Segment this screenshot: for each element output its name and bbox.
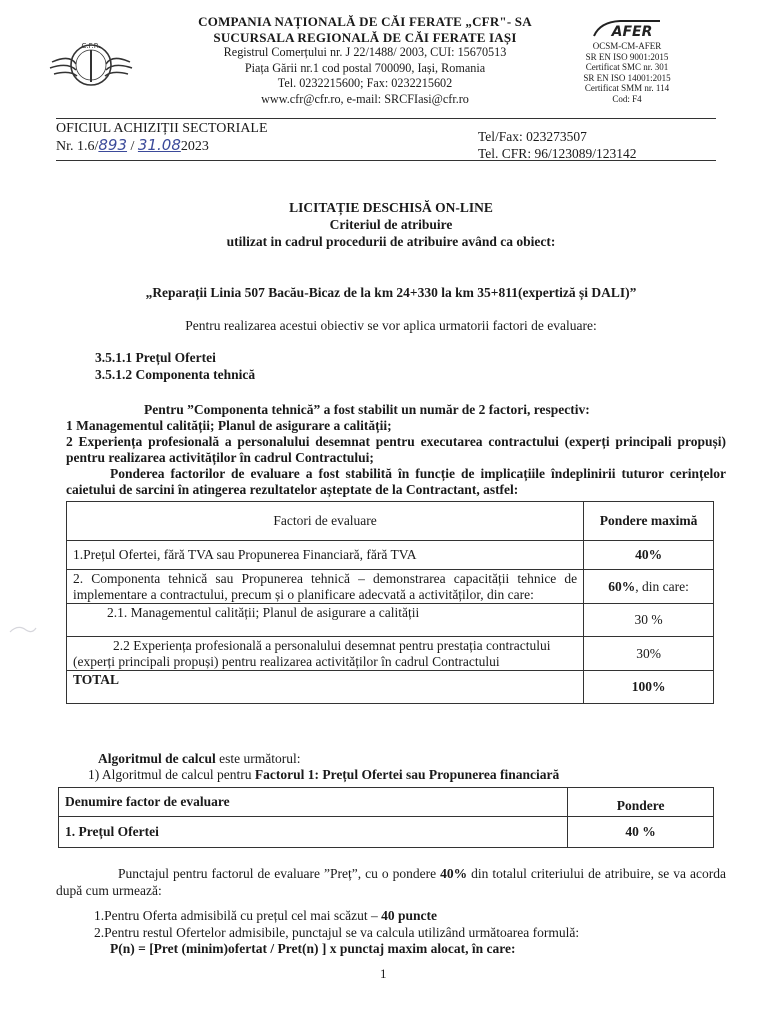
weight-cell: 30% [584, 637, 714, 671]
scoring-intro [56, 865, 726, 899]
handwritten-date: 31.08 [137, 136, 181, 154]
company-name: COMPANIA NAȚIONALĂ DE CĂI FERATE „CFR"- SA [198, 14, 532, 29]
scoring-weight: 40% [440, 866, 468, 881]
technical-factor-1: 1 Managementul calității; Planul de asigurare a calității; [66, 418, 392, 433]
algorithm-item-prefix: 1) Algoritmul de calcul pentru [88, 767, 255, 782]
registration-number [56, 137, 268, 155]
scoring-item-1 [94, 907, 579, 924]
column-header-weight: Pondere [568, 788, 714, 817]
table-row [67, 570, 714, 604]
weight-cell [584, 570, 714, 604]
scoring-text: Punctajul pentru factorul de evaluare ”Preț”, cu o pondere [118, 866, 441, 881]
algorithm-intro [98, 750, 300, 767]
page-number: 1 [380, 966, 387, 981]
table-row [59, 817, 714, 848]
technical-intro: Pentru ”Componenta tehnică” a fost stabilit un număr de 2 factori, respectiv: [144, 402, 590, 417]
column-header-factor-name: Denumire factor de evaluare [59, 788, 568, 817]
weights-paragraph: Ponderea factorilor de evaluare a fost stabilită în funcție de implicațiile îndeplinirii tuturor cerințelor caietului de sarcini în atingerea rezultatelor așteptate de la Contractant, astfel: [66, 466, 726, 497]
title-line: Criteriul de atribuire [329, 217, 453, 232]
afer-line: SR EN ISO 9001:2015 [585, 51, 669, 62]
criterion-item: 3.5.1.1 Prețul Ofertei [95, 350, 216, 365]
technical-component-paragraph [66, 402, 726, 498]
algorithm-intro-rest: este următorul: [215, 751, 301, 766]
header-divider [56, 118, 716, 119]
price-factor-table [58, 787, 714, 848]
office-block [56, 121, 268, 155]
column-header-max-weight: Pondere maximă [584, 502, 714, 541]
weight-cell: 30 % [584, 604, 714, 637]
factor-cell: 2. Componenta tehnică sau Propunerea tehnică – demonstrarea capacității tehnice de implementare a contractului, precum și o planificare adecvată a activităților, din care: [67, 570, 584, 604]
afer-line: Certificat SMC nr. 301 [585, 62, 669, 73]
afer-line: SR EN ISO 14001:2015 [583, 72, 671, 83]
weight-cell: 40% [584, 541, 714, 570]
telfax: Tel/Fax: 023273507 [478, 129, 587, 144]
tel-cfr: Tel. CFR: 96/123089/123142 [478, 146, 637, 161]
weight-rest: , din care: [635, 578, 689, 594]
office-divider [56, 160, 716, 161]
algorithm-item-bold: Factorul 1: Prețul Ofertei sau Propunerea financiară [254, 767, 560, 782]
handwritten-number: 893 [98, 136, 128, 154]
nr-separator: / [127, 139, 138, 154]
address-line: Piața Gării nr.1 cod postal 700090, Iași, Romania [244, 60, 486, 75]
phone-line: Tel. 0232215600; Fax: 0232215602 [277, 76, 453, 90]
scoring-item-2: 2.Pentru restul Ofertelor admisibile, punctajul se va calcula utilizând următoarea formulă: [94, 925, 580, 940]
table-row [67, 637, 714, 671]
cfr-logo [48, 36, 134, 94]
total-label: TOTAL [67, 671, 584, 704]
price-formula: P(n) = [Pret (minim)ofertat / Pret(n) ] x punctaj maxim alocat, în care: [110, 941, 516, 956]
scoring-paragraph [56, 865, 726, 899]
scoring-item-text: 1.Pentru Oferta admisibilă cu prețul cel mai scăzut – [94, 908, 382, 923]
evaluation-factors-table [66, 501, 714, 704]
factor-cell: 2.2 Experiența profesională a personalului desemnat pentru prestația contractului (experți principali propuși) pentru realizarea activităților în cadrul Contractului [67, 637, 584, 671]
afer-logo-text: AFER [611, 24, 653, 40]
total-value: 100% [584, 671, 714, 704]
weight-bold: 60% [608, 578, 636, 594]
office-name: OFICIUL ACHIZIȚII SECTORIALE [56, 121, 268, 136]
table-header-row [59, 788, 714, 817]
title-line: utilizat in cadrul procedurii de atribuire având ca obiect: [226, 234, 556, 249]
afer-line: Certificat SMM nr. 114 [584, 83, 670, 94]
algorithm-item [88, 767, 559, 783]
criteria-list [95, 349, 255, 383]
afer-certification [568, 18, 686, 105]
nr-prefix: Nr. 1.6/ [56, 139, 99, 154]
company-header [140, 14, 590, 107]
registry-line: Registrul Comerțului nr. J 22/1488/ 2003, CUI: 15670513 [223, 45, 507, 59]
contact-block [478, 128, 636, 162]
table-total-row [67, 671, 714, 704]
scoring-list [94, 907, 579, 941]
criterion-item: 3.5.1.2 Componenta tehnică [95, 367, 256, 382]
scoring-text: din totalul criteriului de atribuire, se va acorda după cum urmează: [56, 866, 726, 898]
algorithm-intro-bold: Algoritmul de calcul [98, 751, 216, 766]
web-email-line: www.cfr@cfr.ro, e-mail: SRCFIasi@cfr.ro [261, 91, 469, 106]
technical-factor-2: 2 Experiența profesională a personalului desemnat pentru executarea contractului (experți principali propuși) pentru realizarea activităților în cadrul Contractului; [66, 434, 726, 465]
logo-text: C.F.R. [81, 42, 101, 50]
intro-text: Pentru realizarea acestui obiectiv se vor aplica urmatorii factori de evaluare: [185, 318, 597, 333]
afer-line: OCSM-CM-AFER [592, 41, 662, 51]
column-header-factors: Factori de evaluare [67, 502, 584, 541]
factor-cell: 1.Prețul Ofertei, fără TVA sau Propunerea Financiară, fără TVA [67, 541, 584, 570]
table-row [67, 541, 714, 570]
table-row [67, 604, 714, 637]
procurement-subject: „Reparații Linia 507 Bacău-Bicaz de la km 24+330 la km 35+811(expertiză și DALI)” [145, 285, 637, 300]
weight-cell: 40 % [568, 817, 714, 848]
branch-name: SUCURSALA REGIONALĂ DE CĂI FERATE IAȘI [213, 29, 517, 45]
document-title [56, 199, 726, 250]
scoring-item-points: 40 puncte [381, 908, 438, 923]
factor-cell: 1. Prețul Ofertei [59, 817, 568, 848]
nr-year: 2023 [180, 139, 209, 154]
table-header-row [67, 502, 714, 541]
afer-logo [590, 18, 664, 40]
title-line: LICITAȚIE DESCHISĂ ON-LINE [289, 200, 493, 215]
factor-cell: 2.1. Managementul calității; Planul de asigurare a calității [67, 604, 584, 637]
scan-artifact [8, 620, 38, 640]
afer-line: Cod: F4 [612, 93, 642, 104]
